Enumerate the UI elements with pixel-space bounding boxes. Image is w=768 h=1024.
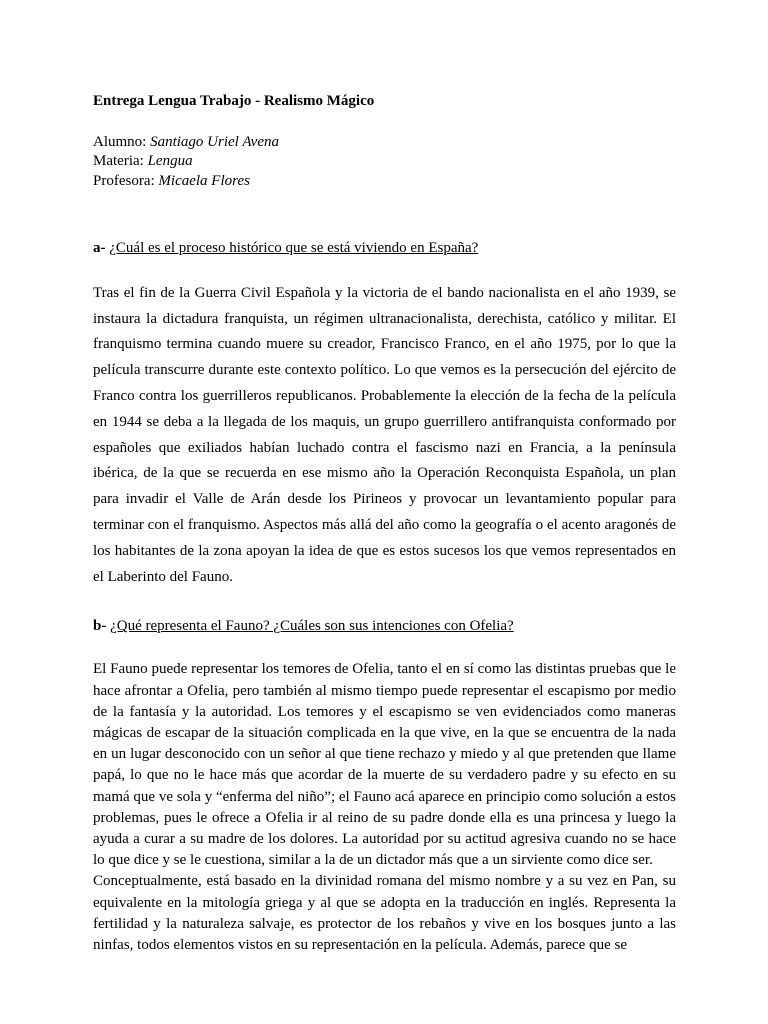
meta-value-alumno: Santiago Uriel Avena — [150, 134, 279, 150]
section-b-paragraph-2: Conceptualmente, está basado en la divinidad romana del mismo nombre y a su vez en Pan, su equivalente en la mitología griega y al que se adopta en la traducción en inglés. Representa la fertilidad y la naturaleza salvaje, es protector de los rebaños y vive en los bosques junto a las ninfas, todos elementos vistos en su representación en la película. Además, parece que se — [93, 873, 676, 954]
meta-line-profesora — [93, 172, 676, 191]
document-title: Entrega Lengua Trabajo - Realismo Mágico — [93, 93, 375, 109]
meta-label-alumno: Alumno: — [93, 134, 147, 150]
section-b-heading — [93, 617, 676, 635]
section-b-question: ¿Qué representa el Fauno? ¿Cuáles son sus intenciones con Ofelia? — [110, 618, 514, 635]
meta-value-materia: Lengua — [147, 153, 193, 170]
meta-block — [93, 133, 676, 191]
section-a-paragraph: Tras el fin de la Guerra Civil Española y la victoria de el bando nacionalista en el año 1939, se instaura la dictadura franquista, un régimen ultranacionalista, derechista, católico y militar. El franquismo termina cuando muere su creador, Francisco Franco, en el año 1975, por lo que la película transcurre durante este contexto político. Lo que vemos es la persecución del ejército de Franco contra los guerrilleros republicanos. Probablemente la elección de la fecha de la película en 1944 se deba a la llegada de los maquis, un grupo guerrillero antifranquista conformado por españoles que exiliados habían luchado contra el fascismo nazi en Francia, a la península ibérica, de la que se recuerda en ese mismo año la Operación Reconquista Española, un plan para invadir el Valle de Arán desde los Pirineos y provocar un levantamiento popular para terminar con el franquismo. Aspectos más allá del año como la geografía o el acento aragonés de los habitantes de la zona apoyan la idea de que es estos sucesos los que vemos representados en el Laberinto del Fauno. — [93, 284, 676, 585]
meta-label-materia: Materia: — [93, 153, 144, 170]
section-b-prefix: b- — [93, 618, 107, 635]
meta-value-profesora: Micaela Flores — [158, 172, 250, 189]
section-b-paragraph-1: El Fauno puede representar los temores de Ofelia, tanto el en sí como las distintas pruebas que le hace afrontar a Ofelia, pero también al mismo tiempo puede representar el escapismo por medio de la fantasía y la autoridad. Los temores y el escapismo se ven evidenciados como maneras mágicas de escapar de la situación complicada en la que vive, en la que se encuentra de la nada en un lugar desconocido con un señor al que tiene rechazo y miedo y al que pretenden que llame papá, lo que no le hace más que acordar de la muerte de su verdadero padre y su efecto en su mamá que ve sola y “enferma del niño”; el Fauno acá aparece en principio como solución a estos problemas, pues le ofrece a Ofelia ir al reino de su padre donde ella es una princesa y luego la ayuda a curar a su madre de los dolores. La autoridad por su actitud agresiva cuando no se hace lo que dice y se le cuestiona, similar a la de un dictador más que a un sirviente como dice ser. — [93, 661, 676, 869]
section-a-prefix: a- — [93, 239, 106, 256]
meta-line-materia — [93, 152, 676, 171]
meta-label-profesora: Profesora: — [93, 172, 155, 189]
meta-line-alumno — [93, 133, 676, 152]
section-a-question: ¿Cuál es el proceso histórico que se está viviendo en España? — [109, 239, 479, 256]
section-a-heading — [93, 239, 676, 257]
